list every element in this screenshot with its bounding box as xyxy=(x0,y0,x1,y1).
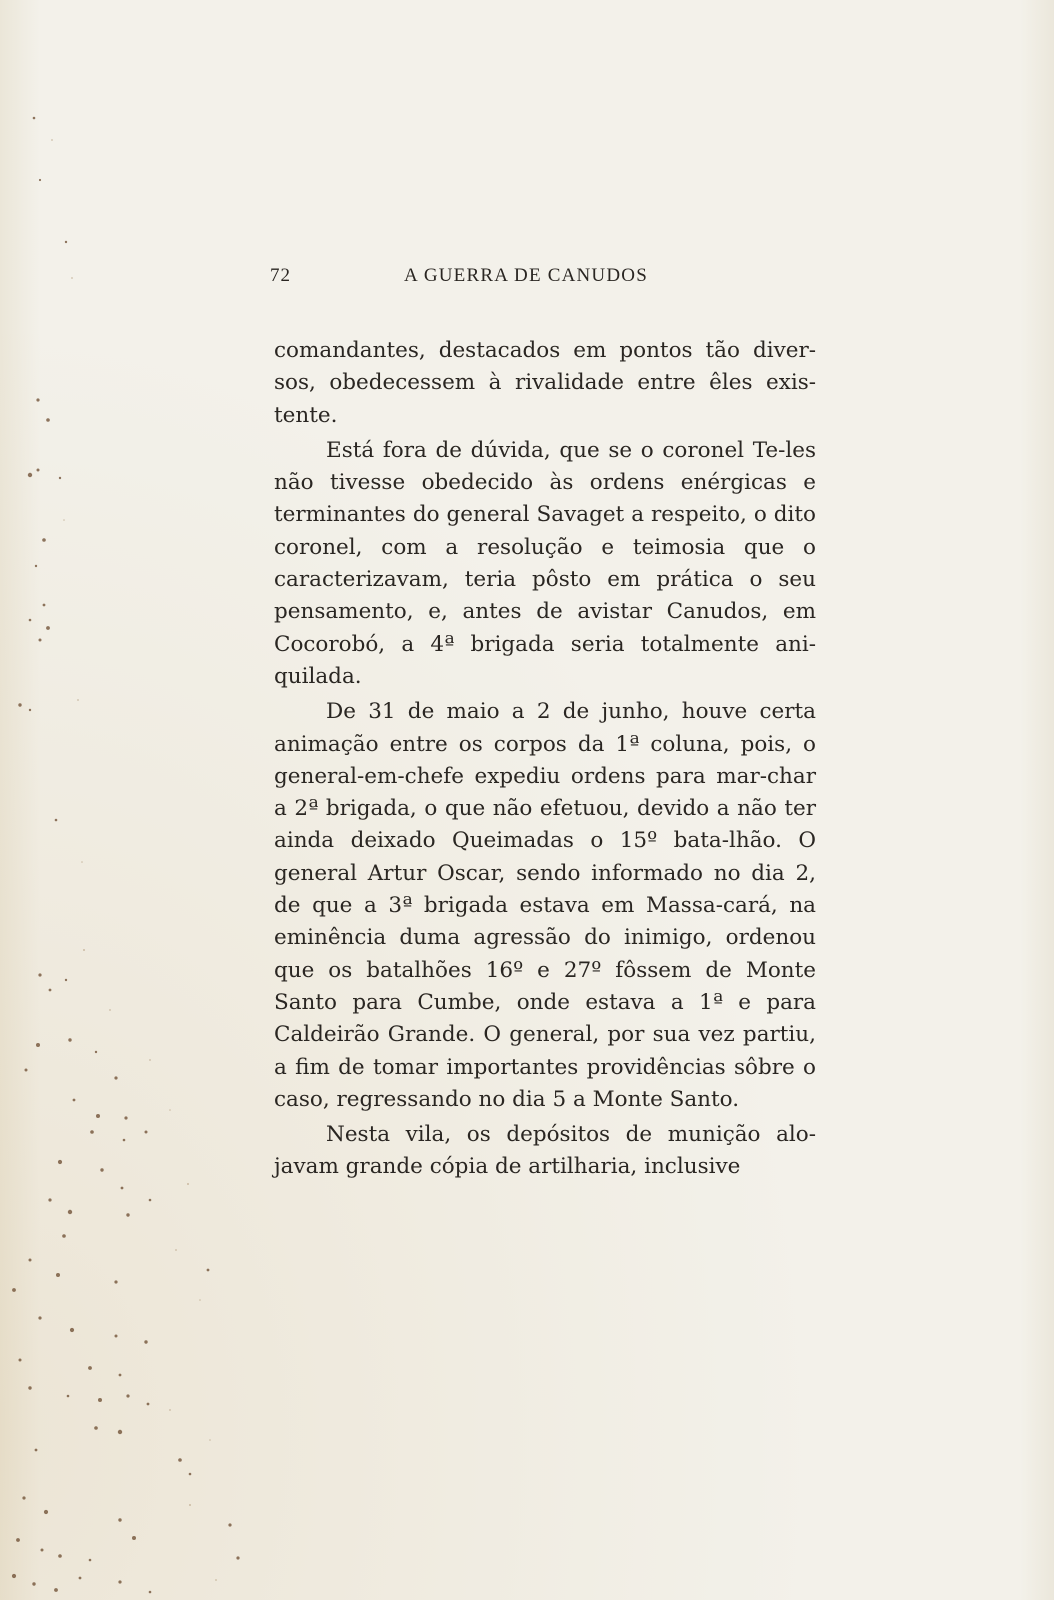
paragraph: De 31 de maio a 2 de junho, houve certa animação entre os corpos da 1ª coluna, pois, o general-em-chefe expediu ordens para mar-char a 2ª brigada, o que não efetuou, devido a não ter ainda deixado Queimadas o 15º bata-lhão. O general Artur Oscar, sendo informado no dia 2, de que a 3ª brigada estava em Massa-cará, na eminência duma agressão do inimigo, ordenou que os batalhões 16º e 27º fôssem de Monte Santo para Cumbe, onde estava a 1ª e para Caldeirão Grande. O general, por sua vez partiu, a fim de tomar importantes providências sôbre o caso, regressando no dia 5 a Monte Santo. xyxy=(274,699,816,1112)
book-title: A GUERRA DE CANUDOS xyxy=(404,265,648,286)
running-head xyxy=(270,265,810,295)
page-number: 72 xyxy=(270,265,291,286)
paragraph: Está fora de dúvida, que se o coronel Te-les não tivesse obedecido às ordens enérgicas e terminantes do general Savaget a respeito, o dito coronel, com a resolução e teimosia que o caracterizavam, teria pôsto em prática o seu pensamento, e, antes de avistar Canudos, em Cocorobó, a 4ª brigada seria totalmente ani-quilada. xyxy=(274,437,816,689)
body-text xyxy=(274,335,816,1184)
paragraph: comandantes, destacados em pontos tão diver-sos, obedecessem à rivalidade entre êles exis-tente. xyxy=(274,338,816,428)
foxing-stains xyxy=(0,0,260,1600)
paragraph: Nesta vila, os depósitos de munição alo-javam grande cópia de artilharia, inclusive xyxy=(274,1122,816,1180)
